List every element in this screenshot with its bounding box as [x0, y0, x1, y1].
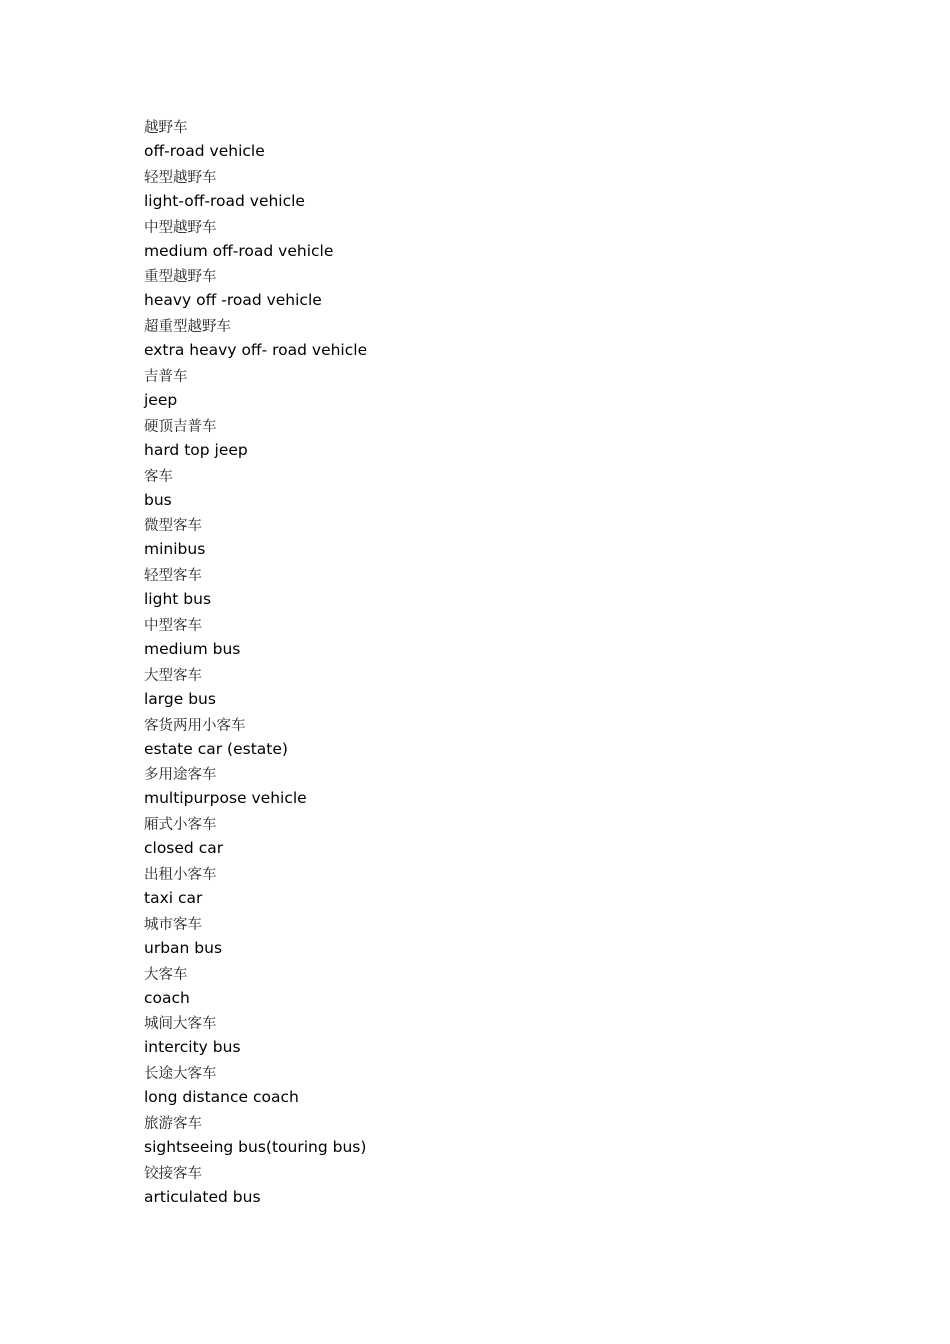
- chinese-term: 客车: [144, 468, 173, 485]
- chinese-term: 越野车: [144, 120, 188, 136]
- glossary-entry: [144, 1063, 844, 1113]
- glossary-entry: [144, 864, 844, 914]
- chinese-term: 城间大客车: [144, 1016, 217, 1033]
- english-term: light-off-road vehicle: [144, 191, 305, 210]
- english-term: intercity bus: [144, 1038, 241, 1057]
- english-term: multipurpose vehicle: [144, 789, 307, 808]
- glossary-entry: [144, 117, 844, 167]
- chinese-term: 重型越野车: [144, 269, 217, 286]
- glossary-entry: [144, 1163, 844, 1213]
- english-term: medium off-road vehicle: [144, 241, 334, 260]
- english-term: jeep: [144, 390, 178, 409]
- chinese-term: 轻型客车: [144, 568, 202, 585]
- english-term: coach: [144, 988, 190, 1007]
- glossary-entry: [144, 615, 844, 665]
- chinese-term: 硬顶吉普车: [144, 418, 217, 435]
- chinese-term: 大型客车: [144, 667, 202, 684]
- chinese-term: 旅游客车: [144, 1115, 202, 1132]
- english-term: light bus: [144, 590, 212, 609]
- glossary-entry: [144, 316, 844, 366]
- glossary-entry: [144, 814, 844, 864]
- english-term: bus: [144, 490, 172, 509]
- chinese-term: 出租小客车: [144, 866, 217, 883]
- glossary-entry: [144, 665, 844, 715]
- chinese-term: 长途大客车: [144, 1066, 217, 1083]
- glossary-entry: [144, 1013, 844, 1063]
- english-term: minibus: [144, 540, 206, 559]
- glossary-entry: [144, 715, 844, 765]
- english-term: long distance coach: [144, 1088, 299, 1107]
- glossary-entry: [144, 914, 844, 964]
- english-term: extra heavy off- road vehicle: [144, 341, 368, 360]
- chinese-term: 客货两用小客车: [144, 717, 246, 734]
- chinese-term: 城市客车: [144, 916, 202, 933]
- glossary-entry: [144, 964, 844, 1014]
- glossary-entry: [144, 167, 844, 217]
- english-term: large bus: [144, 689, 216, 708]
- english-term: urban bus: [144, 938, 223, 957]
- glossary-entry: [144, 366, 844, 416]
- chinese-term: 多用途客车: [144, 767, 217, 784]
- glossary-entry: [144, 416, 844, 466]
- english-term: closed car: [144, 839, 224, 858]
- english-term: articulated bus: [144, 1187, 261, 1206]
- chinese-term: 超重型越野车: [144, 319, 231, 336]
- glossary-entry: [144, 764, 844, 814]
- chinese-term: 吉普车: [144, 368, 188, 385]
- english-term: hard top jeep: [144, 440, 248, 459]
- glossary-entry: [144, 565, 844, 615]
- chinese-term: 轻型越野车: [144, 169, 217, 186]
- glossary-entry: [144, 515, 844, 565]
- glossary-page: [144, 117, 844, 1213]
- chinese-term: 厢式小客车: [144, 817, 217, 834]
- english-term: heavy off -road vehicle: [144, 291, 322, 310]
- chinese-term: 大客车: [144, 966, 188, 983]
- english-term: taxi car: [144, 888, 203, 907]
- english-term: sightseeing bus(touring bus): [144, 1137, 367, 1156]
- english-term: off-road vehicle: [144, 142, 265, 160]
- glossary-entry: [144, 217, 844, 267]
- glossary-entry: [144, 1113, 844, 1163]
- chinese-term: 中型客车: [144, 617, 202, 634]
- chinese-term: 微型客车: [144, 518, 202, 535]
- english-term: medium bus: [144, 639, 241, 658]
- chinese-term: 铰接客车: [144, 1165, 202, 1182]
- chinese-term: 中型越野车: [144, 219, 217, 236]
- english-term: estate car (estate): [144, 739, 288, 758]
- glossary-entry: [144, 466, 844, 516]
- glossary-entry: [144, 266, 844, 316]
